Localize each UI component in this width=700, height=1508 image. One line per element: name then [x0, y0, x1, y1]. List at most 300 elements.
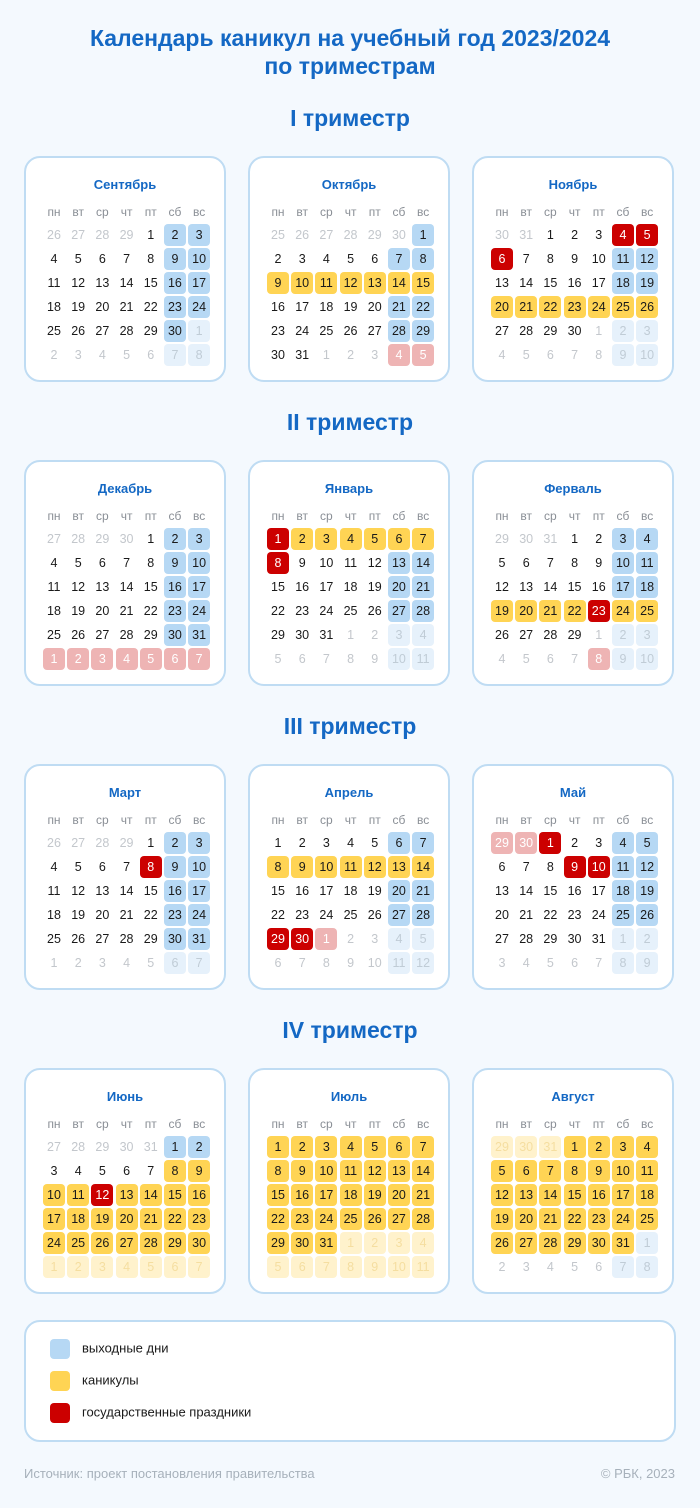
day-cell: 20 [367, 300, 382, 314]
day-cell: 20 [95, 908, 110, 922]
day-cell: 20 [95, 300, 110, 314]
weekday-label: ср [96, 509, 109, 523]
weekday-label: чт [568, 1117, 581, 1131]
weekday-label: пн [271, 205, 285, 219]
day-cell: 7 [612, 1256, 634, 1278]
day-cell: 7 [539, 1160, 561, 1182]
weekday-label: вт [520, 813, 532, 827]
day-cell: 11 [612, 248, 634, 270]
weekday-label: чт [344, 813, 357, 827]
day-cell: 7 [322, 652, 330, 666]
day-cell: 21 [140, 1208, 162, 1230]
day-cell: 6 [491, 248, 513, 270]
day-cell: 23 [188, 1208, 210, 1230]
day-cell: 1 [267, 1136, 289, 1158]
day-cell: 3 [322, 836, 330, 850]
trimester-title: I триместр [290, 105, 410, 131]
day-cell: 4 [123, 956, 131, 970]
day-cell: 31 [543, 532, 558, 546]
legend-item-weekends [50, 1338, 169, 1358]
weekday-label: пт [144, 509, 157, 523]
day-cell: 28 [119, 932, 134, 946]
day-cell: 22 [412, 296, 434, 318]
day-cell: 5 [347, 252, 355, 266]
day-cell: 30 [515, 1136, 537, 1158]
day-cell: 27 [319, 228, 334, 242]
day-cell: 13 [388, 552, 410, 574]
day-cell: 7 [188, 1256, 210, 1278]
day-cell: 28 [412, 1208, 434, 1230]
day-cell: 16 [591, 580, 606, 594]
day-cell: 8 [147, 252, 155, 266]
day-cell: 16 [291, 1184, 313, 1206]
day-cell: 7 [412, 1136, 434, 1158]
weekday-label: ср [96, 205, 109, 219]
day-cell: 28 [119, 324, 134, 338]
day-cell: 28 [140, 1232, 162, 1254]
weekday-label: пн [495, 813, 509, 827]
day-cell: 26 [71, 628, 86, 642]
day-cell: 31 [519, 228, 534, 242]
day-cell: 11 [47, 580, 61, 594]
day-cell: 9 [588, 1160, 610, 1182]
day-cell: 17 [591, 884, 606, 898]
day-cell: 5 [491, 1160, 513, 1182]
day-cell: 28 [412, 904, 434, 926]
day-cell: 23 [567, 908, 582, 922]
weekday-label: пн [271, 509, 285, 523]
day-cell: 24 [591, 908, 606, 922]
day-cell: 6 [546, 652, 554, 666]
day-cell: 1 [147, 228, 155, 242]
day-cell: 10 [612, 552, 634, 574]
day-cell: 21 [119, 908, 134, 922]
day-cell: 15 [271, 884, 285, 898]
day-cell: 30 [164, 320, 186, 342]
day-cell: 1 [347, 628, 355, 642]
day-cell: 4 [322, 252, 330, 266]
legend-label-state-holidays: государственные праздники [82, 1404, 252, 1420]
day-cell: 19 [71, 604, 86, 618]
day-cell: 10 [388, 1256, 410, 1278]
day-cell: 3 [498, 956, 506, 970]
day-cell: 30 [515, 832, 537, 854]
day-cell: 15 [267, 1184, 289, 1206]
day-cell: 9 [164, 248, 186, 270]
day-cell: 11 [412, 1256, 434, 1278]
day-cell: 6 [164, 952, 186, 974]
weekday-label: чт [120, 1117, 133, 1131]
weekday-label: чт [344, 205, 357, 219]
month-card [472, 1068, 674, 1294]
day-cell: 30 [291, 928, 313, 950]
day-cell: 1 [612, 928, 634, 950]
day-cell: 31 [612, 1232, 634, 1254]
day-cell: 27 [47, 1140, 61, 1154]
day-cell: 17 [612, 576, 634, 598]
day-cell: 4 [50, 860, 58, 874]
day-cell: 13 [495, 276, 509, 290]
day-cell: 7 [123, 556, 131, 570]
day-cell: 15 [543, 884, 558, 898]
day-cell: 5 [98, 1164, 106, 1178]
day-cell: 14 [412, 1160, 434, 1182]
day-cell: 5 [571, 1260, 579, 1274]
month-grid [43, 202, 210, 366]
day-cell: 28 [71, 532, 86, 546]
day-cell: 2 [612, 320, 634, 342]
day-cell: 11 [612, 856, 634, 878]
day-cell: 3 [388, 624, 410, 646]
day-cell: 5 [140, 1256, 162, 1278]
day-cell: 9 [267, 272, 289, 294]
day-cell: 16 [567, 884, 582, 898]
page-title [0, 24, 700, 80]
day-cell: 11 [388, 952, 410, 974]
day-cell: 14 [388, 272, 410, 294]
day-cell: 5 [546, 956, 554, 970]
weekday-label: пн [271, 813, 285, 827]
day-cell: 11 [340, 856, 362, 878]
weekday-label: вт [72, 813, 84, 827]
month-name: Октябрь [321, 177, 377, 192]
day-cell: 29 [119, 836, 134, 850]
month-card [472, 460, 674, 686]
day-cell: 2 [595, 532, 603, 546]
day-cell: 13 [515, 1184, 537, 1206]
day-cell: 21 [412, 1184, 434, 1206]
day-cell: 15 [271, 580, 285, 594]
day-cell: 27 [519, 628, 534, 642]
day-cell: 28 [519, 324, 534, 338]
month-name: Ноябрь [548, 177, 598, 192]
day-cell: 8 [267, 1160, 289, 1182]
day-cell: 22 [271, 604, 285, 618]
weekday-label: вс [641, 205, 654, 219]
day-cell: 4 [98, 348, 106, 362]
day-cell: 1 [564, 1136, 586, 1158]
day-cell: 5 [636, 832, 658, 854]
day-cell: 31 [315, 1232, 337, 1254]
day-cell: 10 [315, 856, 337, 878]
day-cell: 11 [315, 272, 337, 294]
day-cell: 26 [636, 904, 658, 926]
day-cell: 1 [595, 628, 603, 642]
month-grid [491, 1114, 658, 1278]
day-cell: 21 [412, 576, 434, 598]
legend-swatch-weekends [50, 1339, 70, 1359]
trimester-title: IV триместр [282, 1017, 418, 1043]
day-cell: 23 [588, 600, 610, 622]
day-cell: 3 [595, 836, 603, 850]
day-cell: 30 [164, 624, 186, 646]
day-cell: 26 [47, 228, 61, 242]
day-cell: 3 [522, 1260, 530, 1274]
weekday-label: ср [320, 205, 333, 219]
day-cell: 9 [347, 956, 355, 970]
day-cell: 4 [74, 1164, 82, 1178]
day-cell: 5 [412, 344, 434, 366]
day-cell: 16 [164, 576, 186, 598]
month-card [248, 1068, 450, 1294]
weekday-label: вт [296, 1117, 308, 1131]
day-cell: 1 [340, 1232, 362, 1254]
day-cell: 26 [71, 932, 86, 946]
day-cell: 5 [147, 956, 155, 970]
day-cell: 22 [539, 296, 561, 318]
month-name: Ферваль [544, 481, 602, 496]
day-cell: 24 [188, 904, 210, 926]
day-cell: 25 [47, 628, 61, 642]
weekday-label: сб [616, 813, 630, 827]
day-cell: 24 [588, 296, 610, 318]
day-cell: 29 [271, 628, 285, 642]
day-cell: 7 [522, 252, 530, 266]
day-cell: 30 [295, 628, 310, 642]
day-cell: 24 [43, 1232, 65, 1254]
day-cell: 1 [43, 1256, 65, 1278]
weekday-label: пн [495, 1117, 509, 1131]
weekday-label: пт [592, 1117, 605, 1131]
day-cell: 1 [636, 1232, 658, 1254]
day-cell: 3 [188, 832, 210, 854]
day-cell: 13 [519, 580, 534, 594]
day-cell: 29 [143, 932, 158, 946]
weekday-label: сб [616, 509, 630, 523]
day-cell: 7 [315, 1256, 337, 1278]
day-cell: 10 [188, 248, 210, 270]
day-cell: 14 [140, 1184, 162, 1206]
day-cell: 27 [95, 932, 110, 946]
day-cell: 5 [74, 556, 82, 570]
day-cell: 5 [123, 348, 131, 362]
day-cell: 25 [343, 908, 358, 922]
day-cell: 28 [519, 932, 534, 946]
day-cell: 6 [515, 1160, 537, 1182]
day-cell: 5 [522, 652, 530, 666]
day-cell: 29 [367, 228, 382, 242]
day-cell: 6 [388, 832, 410, 854]
day-cell: 9 [371, 652, 379, 666]
day-cell: 12 [491, 1184, 513, 1206]
day-cell: 23 [588, 1208, 610, 1230]
month-card [472, 764, 674, 990]
day-cell: 10 [367, 956, 382, 970]
month-card [248, 764, 450, 990]
weekday-label: вт [296, 205, 308, 219]
day-cell: 18 [612, 272, 634, 294]
day-cell: 4 [340, 1136, 362, 1158]
day-cell: 7 [412, 832, 434, 854]
day-cell: 1 [147, 532, 155, 546]
day-cell: 24 [295, 324, 310, 338]
day-cell: 2 [74, 956, 82, 970]
day-cell: 11 [340, 1160, 362, 1182]
day-cell: 29 [543, 932, 558, 946]
day-cell: 3 [371, 348, 379, 362]
day-cell: 12 [636, 856, 658, 878]
day-cell: 26 [91, 1232, 113, 1254]
day-cell: 10 [188, 552, 210, 574]
day-cell: 21 [519, 908, 534, 922]
weekday-label: сб [392, 205, 406, 219]
month-card [24, 764, 226, 990]
day-cell: 8 [595, 348, 603, 362]
day-cell: 7 [188, 952, 210, 974]
month-name: Сентябрь [93, 177, 157, 192]
day-cell: 28 [95, 228, 110, 242]
day-cell: 28 [71, 1140, 86, 1154]
day-cell: 5 [412, 928, 434, 950]
day-cell: 12 [71, 276, 86, 290]
day-cell: 31 [188, 624, 210, 646]
month-grid [267, 506, 434, 670]
day-cell: 17 [43, 1208, 65, 1230]
day-cell: 16 [188, 1184, 210, 1206]
weekday-label: сб [168, 1117, 182, 1131]
day-cell: 4 [612, 832, 634, 854]
day-cell: 10 [636, 344, 658, 366]
day-cell: 28 [543, 628, 558, 642]
day-cell: 6 [546, 348, 554, 362]
day-cell: 12 [71, 580, 86, 594]
weekday-label: сб [168, 509, 182, 523]
day-cell: 3 [636, 624, 658, 646]
day-cell: 8 [322, 956, 330, 970]
day-cell: 19 [91, 1208, 113, 1230]
day-cell: 20 [491, 296, 513, 318]
day-cell: 9 [571, 252, 579, 266]
day-cell: 3 [91, 648, 113, 670]
weekday-label: пн [47, 205, 61, 219]
day-cell: 2 [291, 1136, 313, 1158]
weekday-label: чт [568, 205, 581, 219]
day-cell: 29 [119, 228, 134, 242]
weekday-label: пн [271, 1117, 285, 1131]
day-cell: 30 [567, 324, 582, 338]
day-cell: 1 [267, 528, 289, 550]
day-cell: 1 [188, 320, 210, 342]
day-cell: 9 [291, 856, 313, 878]
day-cell: 18 [612, 880, 634, 902]
weekday-label: сб [616, 1117, 630, 1131]
day-cell: 30 [119, 532, 134, 546]
day-cell: 23 [564, 296, 586, 318]
weekday-label: ср [96, 1117, 109, 1131]
day-cell: 4 [522, 956, 530, 970]
day-cell: 18 [319, 300, 334, 314]
weekday-label: сб [392, 813, 406, 827]
day-cell: 1 [315, 928, 337, 950]
day-cell: 15 [567, 580, 582, 594]
month-name: Июль [330, 1089, 368, 1104]
weekday-label: пн [495, 509, 509, 523]
day-cell: 17 [188, 272, 210, 294]
day-cell: 26 [47, 836, 61, 850]
weekday-label: чт [120, 813, 133, 827]
day-cell: 19 [491, 600, 513, 622]
day-cell: 7 [595, 956, 603, 970]
day-cell: 2 [67, 648, 89, 670]
day-cell: 3 [298, 252, 306, 266]
day-cell: 7 [147, 1164, 155, 1178]
day-cell: 26 [636, 296, 658, 318]
day-cell: 27 [116, 1232, 138, 1254]
month-grid [43, 1114, 210, 1278]
day-cell: 29 [143, 324, 158, 338]
day-cell: 26 [71, 324, 86, 338]
day-cell: 5 [140, 648, 162, 670]
day-cell: 14 [412, 856, 434, 878]
day-cell: 29 [164, 1232, 186, 1254]
weekday-label: пт [368, 813, 381, 827]
month-name: Апрель [324, 785, 374, 800]
weekday-label: чт [120, 509, 133, 523]
day-cell: 10 [588, 856, 610, 878]
day-cell: 8 [571, 556, 579, 570]
day-cell: 18 [343, 580, 358, 594]
weekday-label: вс [417, 1117, 430, 1131]
trimester-title: III триместр [283, 713, 417, 739]
day-cell: 6 [98, 860, 106, 874]
day-cell: 5 [364, 528, 386, 550]
day-cell: 6 [298, 652, 306, 666]
day-cell: 12 [367, 556, 382, 570]
day-cell: 1 [274, 836, 282, 850]
day-cell: 7 [188, 648, 210, 670]
day-cell: 25 [343, 604, 358, 618]
day-cell: 13 [388, 1160, 410, 1182]
weekday-label: вс [641, 1117, 654, 1131]
day-cell: 30 [164, 928, 186, 950]
day-cell: 21 [539, 600, 561, 622]
day-cell: 2 [298, 836, 306, 850]
day-cell: 22 [164, 1208, 186, 1230]
day-cell: 5 [371, 836, 379, 850]
weekday-label: ср [320, 1117, 333, 1131]
day-cell: 8 [267, 856, 289, 878]
weekday-label: ср [320, 813, 333, 827]
day-cell: 17 [188, 576, 210, 598]
day-cell: 24 [188, 600, 210, 622]
day-cell: 31 [539, 1136, 561, 1158]
weekday-label: пт [368, 1117, 381, 1131]
day-cell: 23 [164, 904, 186, 926]
day-cell: 27 [495, 324, 509, 338]
day-cell: 8 [164, 1160, 186, 1182]
day-cell: 7 [164, 344, 186, 366]
day-cell: 8 [147, 556, 155, 570]
day-cell: 3 [188, 224, 210, 246]
day-cell: 27 [95, 324, 110, 338]
weekday-label: пт [592, 205, 605, 219]
day-cell: 28 [95, 836, 110, 850]
day-cell: 8 [636, 1256, 658, 1278]
day-cell: 17 [612, 1184, 634, 1206]
day-cell: 1 [322, 348, 330, 362]
day-cell: 12 [364, 1160, 386, 1182]
day-cell: 19 [71, 908, 86, 922]
day-cell: 31 [319, 628, 334, 642]
weekday-label: вт [296, 509, 308, 523]
day-cell: 6 [98, 556, 106, 570]
weekday-label: ср [544, 205, 557, 219]
day-cell: 10 [43, 1184, 65, 1206]
month-name: Март [108, 785, 142, 800]
weekday-label: чт [568, 509, 581, 523]
month-grid [491, 202, 658, 366]
day-cell: 15 [412, 272, 434, 294]
